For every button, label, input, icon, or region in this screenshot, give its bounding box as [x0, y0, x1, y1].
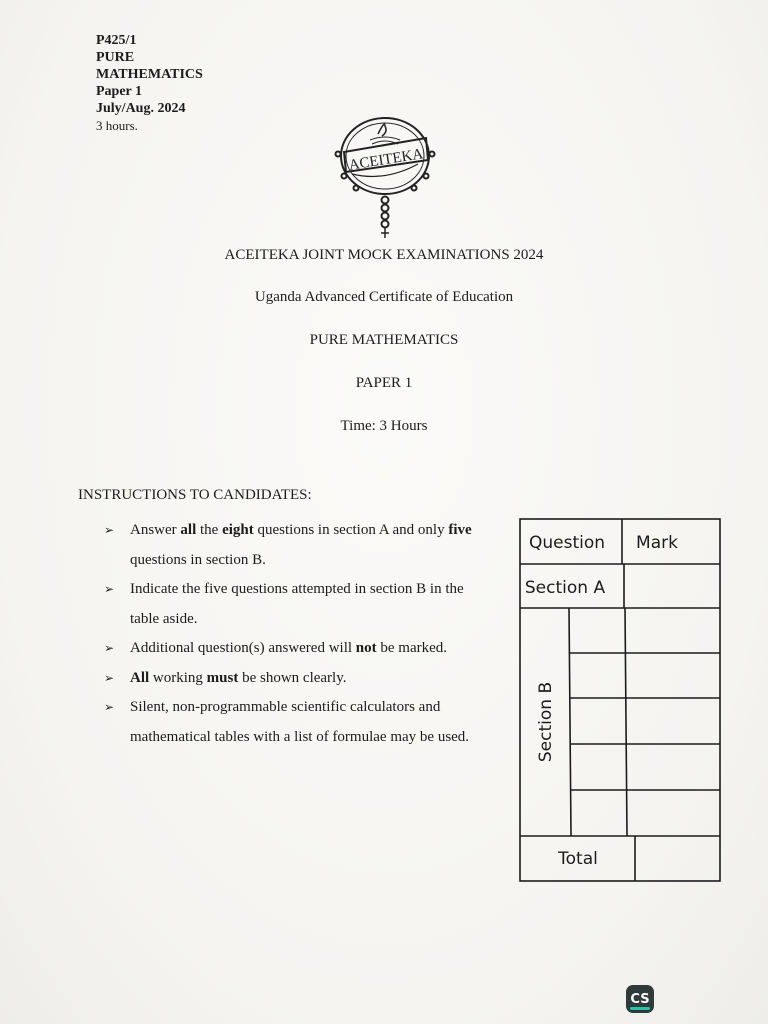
camscanner-badge: [626, 985, 654, 1013]
paper-title: PAPER 1: [355, 375, 413, 391]
exam-duration: 3 hours.: [96, 118, 138, 133]
paper-number: Paper 1: [96, 84, 143, 99]
total-label: Total: [558, 849, 598, 869]
camscanner-badge-text: CS: [630, 991, 650, 1007]
subject-line-1: PURE: [96, 50, 135, 65]
instruction-item-2: ➢ Indicate the five questions attempted in section B in the table aside.: [104, 575, 494, 634]
instruction-item-1: ➢ Answer all the eight questions in section A and only five questions in section B.: [104, 516, 494, 575]
arrowhead-bullet-icon: ➢: [104, 700, 115, 714]
logo-text: ACEITEKA: [347, 146, 425, 174]
arrowhead-bullet-icon: ➢: [104, 670, 115, 685]
section-a-label: Section A: [524, 578, 606, 598]
instruction-item-5: ➢ Silent, non-programmable scientific calculators and mathematical tables with a list of formulae may be used.: [104, 693, 494, 752]
certificate-title: Uganda Advanced Certificate of Education: [254, 289, 514, 305]
col-mark-header: Mark: [636, 533, 678, 553]
subject-line-2: MATHEMATICS: [96, 67, 203, 82]
time-allowed: Time: 3 Hours: [340, 418, 428, 434]
aceiteka-emblem-icon: [330, 112, 440, 240]
instruction-item-4: ➢ All working must be shown clearly.: [104, 664, 494, 694]
instructions-list: [104, 516, 494, 752]
instruction-item-3: ➢ Additional question(s) answered will not be marked.: [104, 634, 494, 664]
col-question-header: Question: [528, 533, 606, 553]
exam-title: ACEITEKA JOINT MOCK EXAMINATIONS 2024: [224, 247, 544, 263]
exam-session: July/Aug. 2024: [96, 101, 186, 116]
section-b-label: Section B: [536, 681, 556, 763]
subject-title: PURE MATHEMATICS: [309, 332, 459, 348]
arrowhead-bullet-icon: ➢: [104, 641, 115, 655]
arrowhead-bullet-icon: ➢: [104, 523, 115, 537]
paper-code: P425/1: [96, 33, 137, 48]
paper-header: [96, 32, 203, 134]
instructions-heading: INSTRUCTIONS TO CANDIDATES:: [78, 487, 312, 503]
marks-table: [519, 518, 721, 882]
arrowhead-bullet-icon: ➢: [104, 582, 115, 596]
